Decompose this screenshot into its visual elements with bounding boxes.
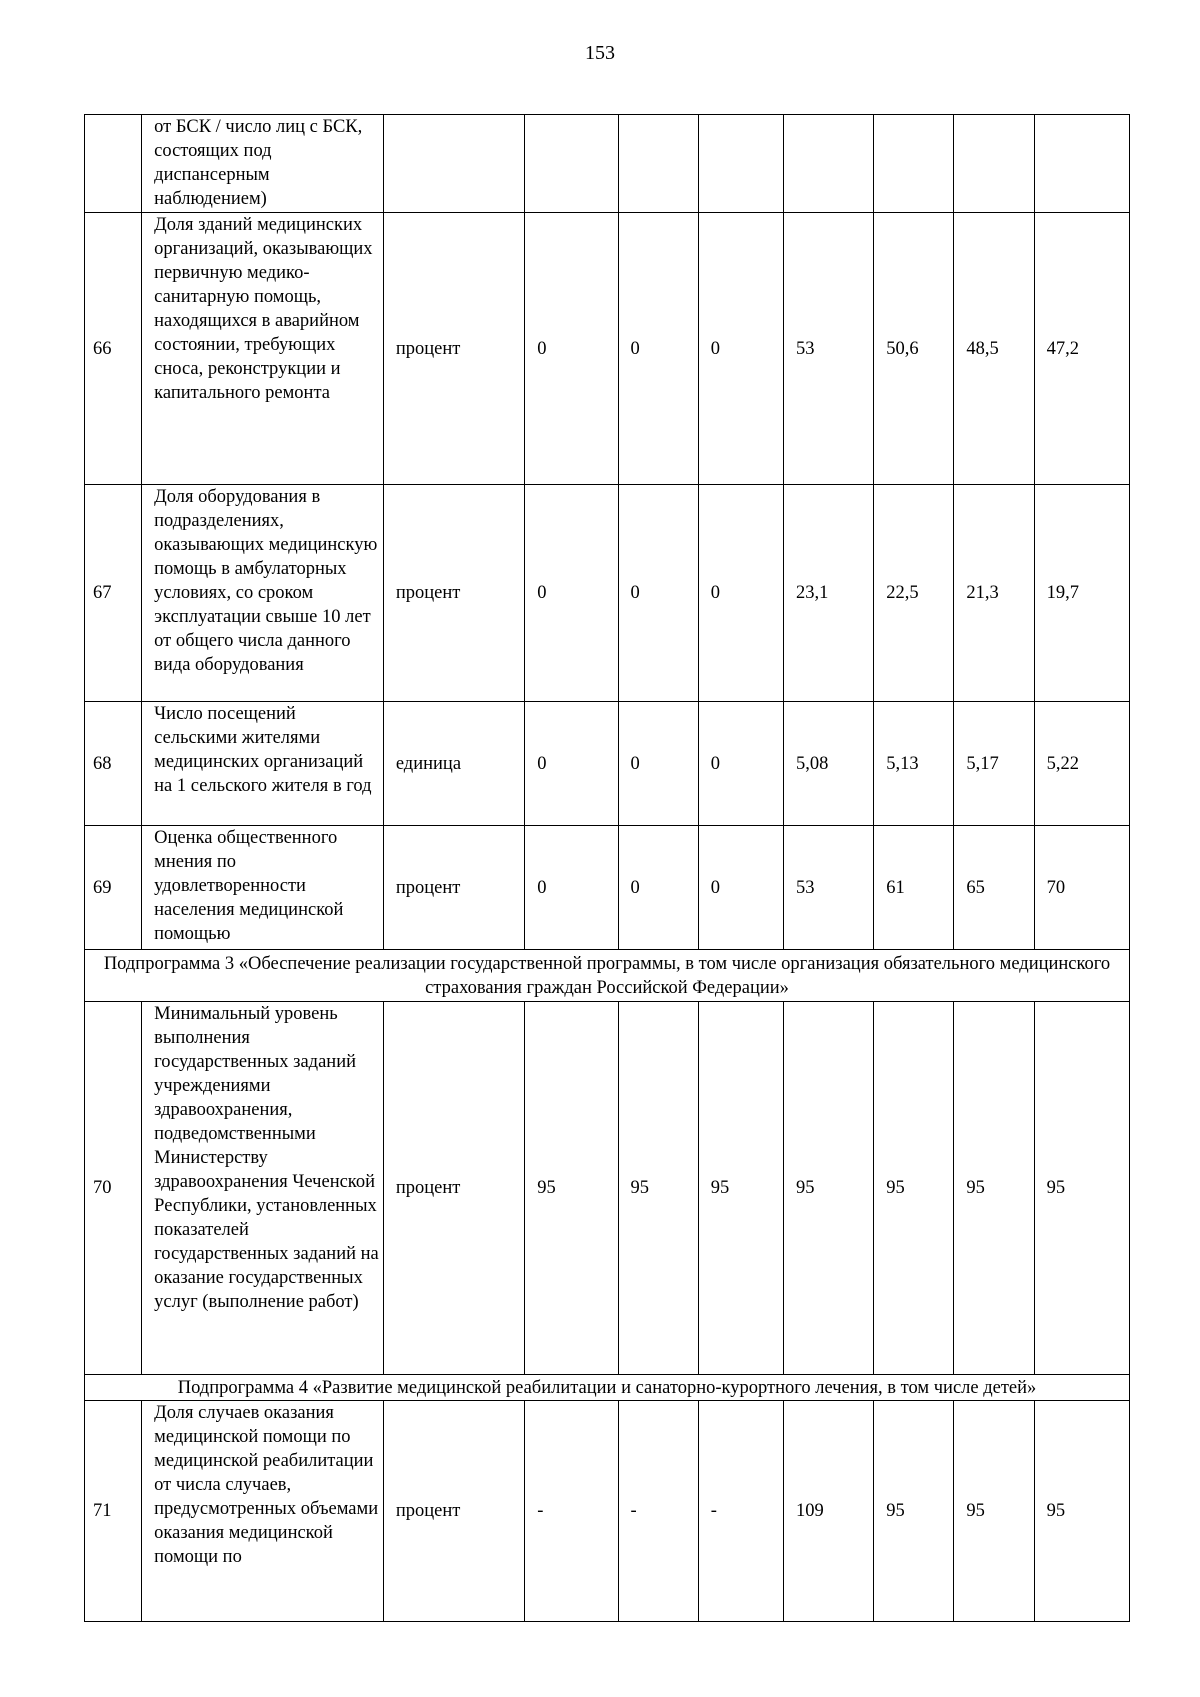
table-row bbox=[85, 213, 1130, 485]
indicator-name: Доля случаев оказания медицинской помощи по медицинской реабилитации от числа случаев, предусмотренных объемами оказания медицинской помощи по bbox=[142, 1401, 384, 1622]
table-row bbox=[85, 1002, 1130, 1375]
value-cell: 95 bbox=[954, 1002, 1034, 1375]
value-cell: 0 bbox=[618, 702, 698, 826]
indicator-name: Минимальный уровень выполнения государственных заданий учреждениями здравоохранения, подведомственными Министерству здравоохранения Чеченской Республики, установленных показателей государственных заданий на оказание государственных услуг (выполнение работ) bbox=[142, 1002, 384, 1375]
value-cell bbox=[1034, 115, 1129, 213]
value-cell: 0 bbox=[618, 826, 698, 950]
value-cell: 5,22 bbox=[1034, 702, 1129, 826]
indicator-name: от БСК / число лиц с БСК, состоящих под диспансерным наблюдением) bbox=[142, 115, 384, 213]
value-cell bbox=[698, 115, 783, 213]
value-cell: 95 bbox=[1034, 1401, 1129, 1622]
value-cell: 65 bbox=[954, 826, 1034, 950]
subprogram-title: Подпрограмма 3 «Обеспечение реализации государственной программы, в том числе организация обязательного медицинского страхования граждан Российской Федерации» bbox=[85, 950, 1130, 1002]
row-number: 67 bbox=[85, 485, 142, 702]
table-row bbox=[85, 702, 1130, 826]
table-row bbox=[85, 826, 1130, 950]
value-cell: 21,3 bbox=[954, 485, 1034, 702]
value-cell: 0 bbox=[698, 213, 783, 485]
value-cell: 48,5 bbox=[954, 213, 1034, 485]
value-cell: 0 bbox=[698, 826, 783, 950]
value-cell: 95 bbox=[1034, 1002, 1129, 1375]
value-cell: 109 bbox=[783, 1401, 873, 1622]
unit-of-measure: процент bbox=[383, 826, 524, 950]
value-cell: 23,1 bbox=[783, 485, 873, 702]
value-cell: 19,7 bbox=[1034, 485, 1129, 702]
row-number: 69 bbox=[85, 826, 142, 950]
value-cell: - bbox=[698, 1401, 783, 1622]
unit-of-measure: процент bbox=[383, 1401, 524, 1622]
value-cell bbox=[874, 115, 954, 213]
value-cell: 0 bbox=[525, 485, 618, 702]
subprogram-header-row bbox=[85, 950, 1130, 1002]
value-cell: 95 bbox=[525, 1002, 618, 1375]
value-cell: 0 bbox=[618, 213, 698, 485]
unit-of-measure: процент bbox=[383, 213, 524, 485]
unit-of-measure: процент bbox=[383, 1002, 524, 1375]
subprogram-header-row bbox=[85, 1375, 1130, 1401]
value-cell: 53 bbox=[783, 826, 873, 950]
row-number: 71 bbox=[85, 1401, 142, 1622]
table-row bbox=[85, 485, 1130, 702]
value-cell: 95 bbox=[698, 1002, 783, 1375]
value-cell: 95 bbox=[618, 1002, 698, 1375]
value-cell: 22,5 bbox=[874, 485, 954, 702]
value-cell: - bbox=[618, 1401, 698, 1622]
value-cell: 50,6 bbox=[874, 213, 954, 485]
value-cell bbox=[954, 115, 1034, 213]
value-cell: 70 bbox=[1034, 826, 1129, 950]
table-row bbox=[85, 1401, 1130, 1622]
value-cell bbox=[783, 115, 873, 213]
value-cell: 0 bbox=[698, 702, 783, 826]
value-cell bbox=[525, 115, 618, 213]
value-cell: 95 bbox=[783, 1002, 873, 1375]
unit-of-measure: единица bbox=[383, 702, 524, 826]
value-cell: 95 bbox=[874, 1401, 954, 1622]
indicator-name: Оценка общественного мнения по удовлетворенности населения медицинской помощью bbox=[142, 826, 384, 950]
unit-of-measure bbox=[383, 115, 524, 213]
indicator-name: Доля оборудования в подразделениях, оказывающих медицинскую помощь в амбулаторных условиях, со сроком эксплуатации свыше 10 лет от общего числа данного вида оборудования bbox=[142, 485, 384, 702]
value-cell: 61 bbox=[874, 826, 954, 950]
value-cell: 0 bbox=[618, 485, 698, 702]
row-number: 70 bbox=[85, 1002, 142, 1375]
subprogram-title: Подпрограмма 4 «Развитие медицинской реабилитации и санаторно-курортного лечения, в том числе детей» bbox=[85, 1375, 1130, 1401]
value-cell: 5,13 bbox=[874, 702, 954, 826]
value-cell: - bbox=[525, 1401, 618, 1622]
value-cell: 47,2 bbox=[1034, 213, 1129, 485]
row-number: 66 bbox=[85, 213, 142, 485]
value-cell: 95 bbox=[954, 1401, 1034, 1622]
value-cell: 53 bbox=[783, 213, 873, 485]
indicator-name: Число посещений сельскими жителями медицинских организаций на 1 сельского жителя в год bbox=[142, 702, 384, 826]
value-cell: 95 bbox=[874, 1002, 954, 1375]
value-cell: 5,08 bbox=[783, 702, 873, 826]
value-cell: 0 bbox=[525, 213, 618, 485]
unit-of-measure: процент bbox=[383, 485, 524, 702]
row-number: 68 bbox=[85, 702, 142, 826]
value-cell: 0 bbox=[698, 485, 783, 702]
value-cell: 0 bbox=[525, 702, 618, 826]
row-number bbox=[85, 115, 142, 213]
indicators-table bbox=[84, 114, 1130, 1622]
value-cell: 0 bbox=[525, 826, 618, 950]
table-row bbox=[85, 115, 1130, 213]
value-cell bbox=[618, 115, 698, 213]
value-cell: 5,17 bbox=[954, 702, 1034, 826]
page-number: 153 bbox=[585, 42, 615, 64]
indicator-name: Доля зданий медицинских организаций, оказывающих первичную медико-санитарную помощь, находящихся в аварийном состоянии, требующих сноса, реконструкции и капитального ремонта bbox=[142, 213, 384, 485]
